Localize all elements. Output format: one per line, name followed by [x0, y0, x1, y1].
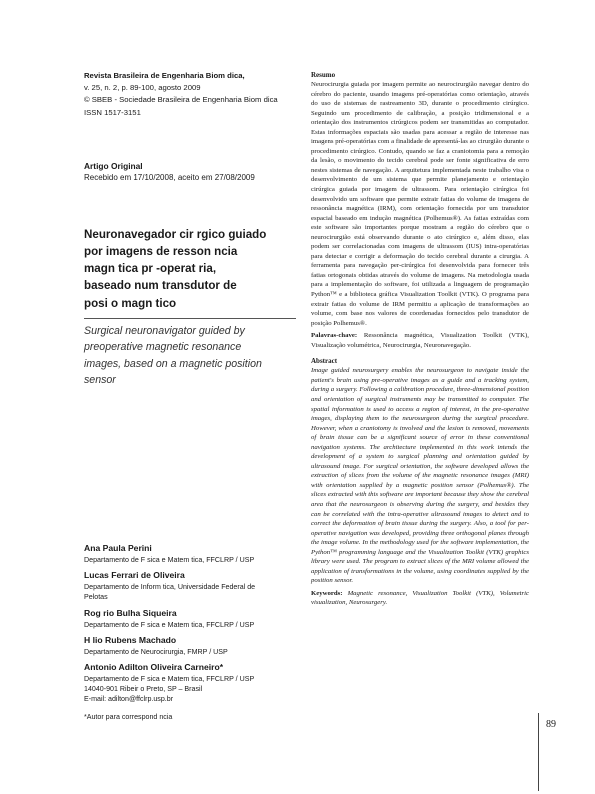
- author-list: [84, 542, 324, 721]
- abstract-text: Image guided neurosurgery enables the neurosurgeon to navigate inside the patient's brain using pre-operative images as a guide and a tracking system, during a surgery. Following a calibration procedure, three-dimensional position and orientation of surgical instruments may be transmitted to computer. The spatial information is used to access a region of interest, in the pre-operative images, displaying them to the neurosurgeon during the surgical procedure. However, when a craniotomy is involved and the lesion is removed, movements of brain tissue can be a significant source of error in these conventional navigation systems. The architecture implemented in this work intends the development of a system to surgical planning and orientation guided by ultrasound image. For surgical orientation, the software developed allows the extraction of slices from the volume of the magnetic resonance images (MRI) with orientation supplied by a magnetic position sensor (Polhemus®). The slices extracted with this software are important because they show the cerebral area that the neurosurgeon is observing during the surgery, and besides they can be correlated with the intra-operative ultrasound images to detect and to correct the deformation of brain tissue during the surgery. Also, a tool for per-operative navigation was developed, providing three orthogonal planes through the image volume. In the methodology used for the software implementation, the Python™ programming language and the Visualization Toolkit (VTK) graphics library were used. The program to extract slices of the MRI volume allowed the application of transformations in the volume, using coordinates supplied by the position sensor.: [311, 367, 529, 585]
- resumo-section: [311, 70, 529, 350]
- title-pt-line: posi o magn tico: [84, 296, 177, 310]
- journal-issn: ISSN 1517-3151: [84, 107, 141, 117]
- title-en-line: sensor: [84, 374, 116, 387]
- abstract-heading: Abstract: [311, 357, 338, 366]
- resumo-keywords: [311, 331, 529, 350]
- author-name: Rog rio Bulha Siqueira: [84, 607, 177, 618]
- author-block: [84, 542, 324, 565]
- title-en-line: Surgical neuronavigator guided by: [84, 324, 245, 337]
- title-pt-line: por imagens de resson ncia: [84, 245, 238, 259]
- author-name: Lucas Ferrari de Oliveira: [84, 570, 185, 581]
- journal-society: © SBEB - Sociedade Brasileira de Engenharia Biom dica: [84, 95, 278, 105]
- correspondence-note: *Autor para correspond ncia: [84, 712, 173, 721]
- page-number: 89: [546, 719, 556, 730]
- title-en-line: images, based on a magnetic position: [84, 357, 262, 370]
- author-name: Ana Paula Perini: [84, 543, 152, 553]
- author-affiliation: Pelotas: [84, 593, 108, 602]
- title-portuguese: [84, 226, 296, 312]
- keywords-text: Magnetic resonance, Visualization Toolkit (VTK), Volumetric visualization, Neurosurgery.: [311, 589, 529, 607]
- received-date: Recebido em 17/10/2008, aceito em 27/08/2009: [84, 172, 255, 182]
- resumo-text: Neurocirurgia guiada por imagem permite ao neurocirurgião navegar dentro do cérebro do paciente, usando imagens pré-operatórias como orientação, através do uso de sistemas de rastreamento 3D, durante o procedimento cirúrgico. Seguindo um procedimento de calibração, a posição tridimensional e a orientação dos instrumentos cirúrgicos podem ser transmitidas ao computador. Estas informações espaciais são usadas para acessar a região de interesse nas imagens pré-operatórias com a finalidade de apresentá-las ao cirurgião durante o procedimento cirúrgico. Contudo, quando se faz a craniotomia para a remoção da lesão, o movimento do tecido cerebral pode ser fonte significativa de erro nestes sistemas de navegação. A arquitetura implementada neste trabalho visa o desenvolvimento de um sistema que permite planejamento e orientação cirúrgica guiada por imagem de ultrassom. Para orientação cirúrgica foi desenvolvido um software que permite extrair fatias do volume de imagens de ressonância magnética (IRM), com orientação fornecida por um transdutor espacial baseado em indução magnética (Polhemus®). As fatias extraídas com este software são importantes porque mostram a região do cérebro que o neurocirurgião está observando durante o ato cirúrgico e, além disso, elas podem ser correlacionadas com imagens de ultrassom (IUS) intra-operatórias para detectar e corrigir a deformação do tecido cerebral durante a cirurgia. A ferramenta para navegação per-cirúrgica foi desenvolvida para fornecer três fatias ortogonais obtidas através do volume de imagens. Na metodologia usada para a implementação do software, foi utilizada a linguagem de programação Python™ e a biblioteca gráfica Visualization Toolkit (VTK). O programa para extrair fatias do volume de IRM permitiu a aplicação de transformações ao volume, com base nos valores de coordenadas fornecidos pelo transdutor de posição Polhemus®.: [311, 81, 529, 327]
- author-affiliation: Departamento de F sica e Matem tica, FFCLRP / USP: [84, 620, 255, 629]
- resumo-heading: Resumo: [311, 71, 336, 79]
- title-en-line: preoperative magnetic resonance: [84, 341, 242, 354]
- keywords-text: Ressonância magnética, Visualization Toolkit (VTK), Visualização volumétrica, Neurocirurgia, Neuronavegação.: [311, 332, 529, 349]
- journal-name: Revista Brasileira de Engenharia Biom dica,: [84, 71, 245, 80]
- author-name: Antonio Adilton Oliveira Carneiro*: [84, 662, 224, 673]
- author-address: 14040-901 Ribeir o Preto, SP – Brasil: [84, 685, 203, 694]
- title-divider: [84, 318, 296, 319]
- author-block: [84, 661, 324, 705]
- author-affiliation: Departamento de F sica e Matem tica, FFCLRP / USP: [84, 675, 255, 684]
- journal-header: [84, 70, 296, 119]
- keywords-label: Keywords:: [311, 589, 343, 597]
- article-type: Artigo Original: [84, 160, 143, 171]
- title-pt-line: Neuronavegador cir rgico guiado: [84, 227, 267, 241]
- author-affiliation: Departamento de Neurocirurgia, FMRP / USP: [84, 647, 228, 656]
- author-block: [84, 569, 324, 602]
- title-pt-line: magn tica pr -operat ria,: [84, 262, 217, 276]
- author-block: [84, 607, 324, 630]
- author-affiliation: Departamento de Inform tica, Universidade Federal de: [84, 583, 256, 592]
- abstract-keywords: [311, 589, 529, 608]
- title-english: [84, 323, 296, 389]
- journal-volume: v. 25, n. 2, p. 89-100, agosto 2009: [84, 83, 201, 93]
- keywords-label: Palavras-chave:: [311, 332, 358, 340]
- author-name: H lio Rubens Machado: [84, 634, 177, 645]
- page-number-rule: [538, 713, 539, 791]
- abstract-section: [311, 356, 529, 608]
- title-pt-line: baseado num transdutor de: [84, 279, 237, 293]
- author-affiliation: Departamento de F sica e Matem tica, FFCLRP / USP: [84, 556, 255, 564]
- author-email: E-mail: adilton@ffclrp.usp.br: [84, 695, 174, 704]
- author-block: [84, 634, 324, 657]
